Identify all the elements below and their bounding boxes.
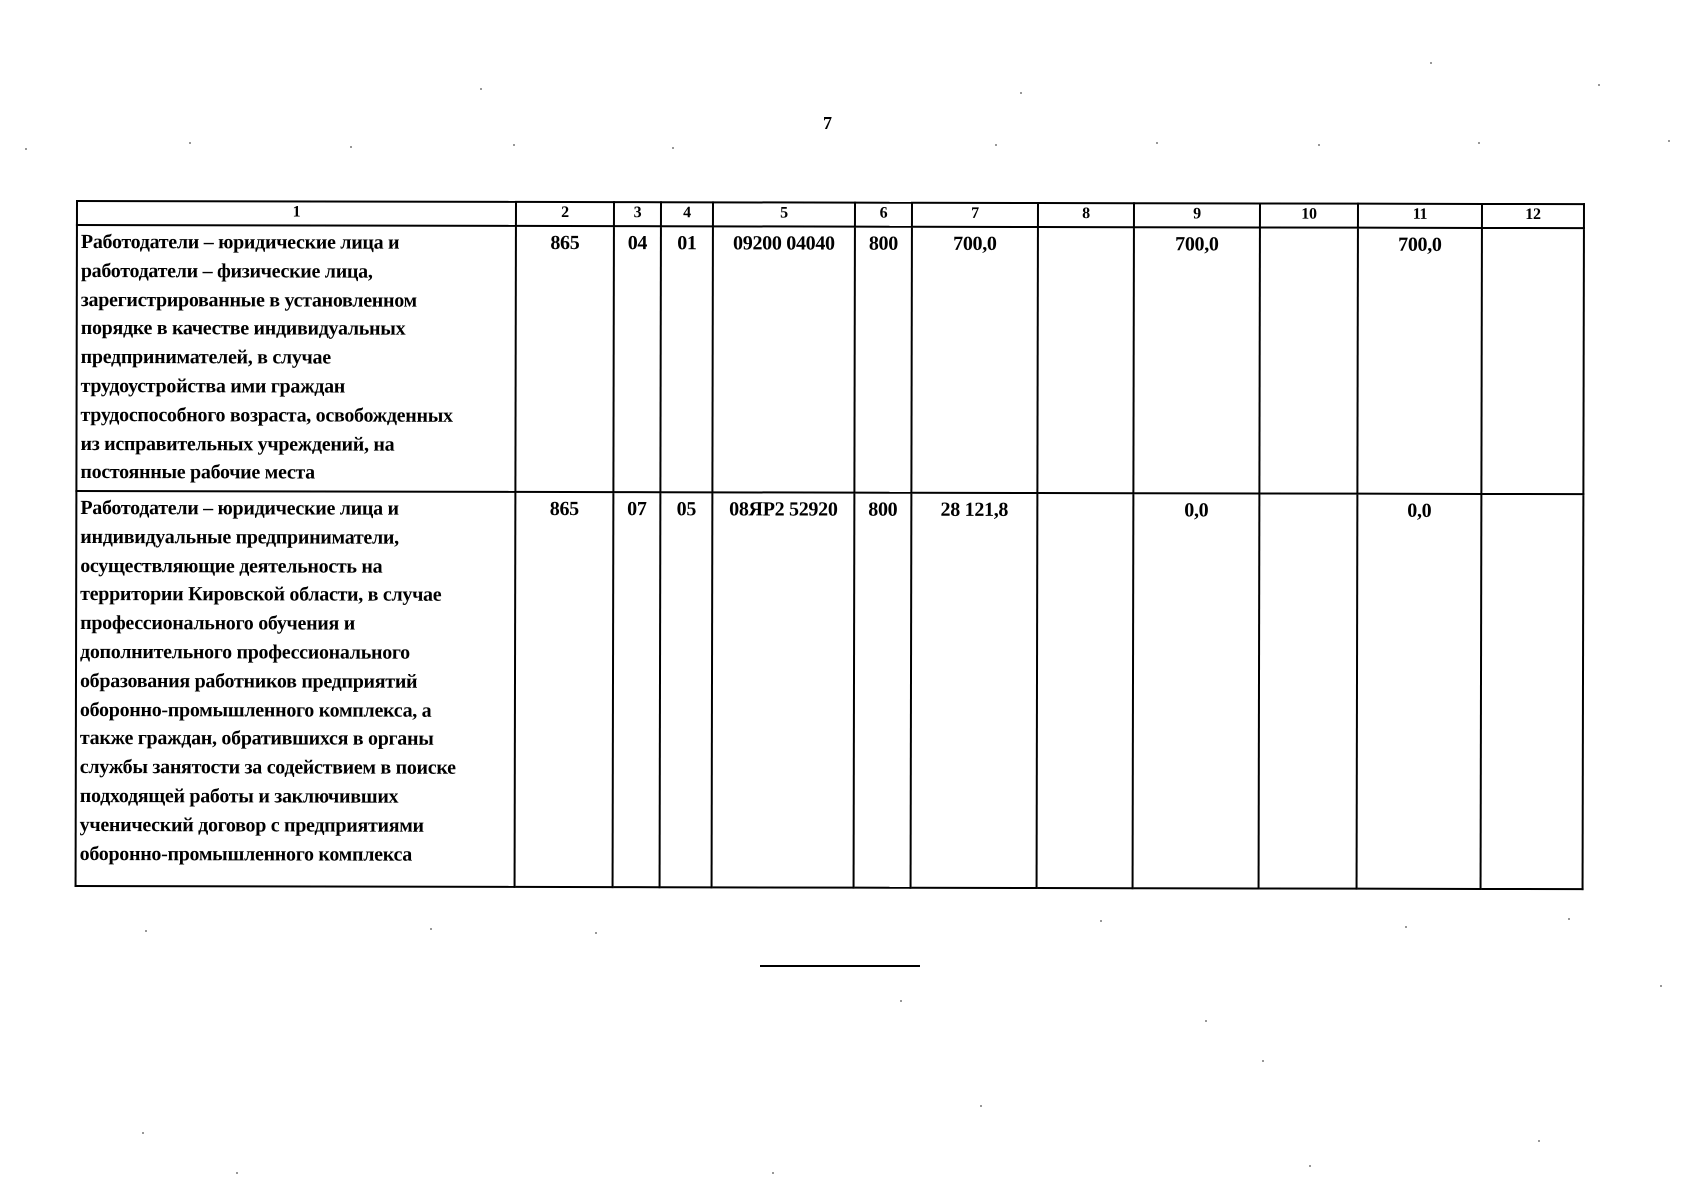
cell-section: 04 — [613, 226, 661, 492]
cell-amount-7: 700,0 — [911, 227, 1038, 493]
cell-amount-11: 0,0 — [1357, 494, 1482, 889]
row-description: Работодатели – юридические лица и работодатели – физические лица, зарегистрированные в установленном порядке в качестве индивидуальных предпринимателей, в случае трудоустройства ими граждан трудоспособного возраста, освобожденных из исправительных учреждений, на постоянные рабочие места — [76, 225, 516, 492]
cell-amount-12 — [1481, 494, 1584, 889]
cell-target-article: 08ЯР2 52920 — [712, 492, 855, 887]
scan-speck — [1538, 1140, 1540, 1142]
scan-speck — [1668, 140, 1670, 142]
row-description: Работодатели – юридические лица и индивидуальные предприниматели, осуществляющие деятельность на территории Кировской области, в случае профессионального обучения и дополнительного профессионального образования работников предприятий оборонно-промышленного комплекса, а также граждан, обратившихся в органы службы занятости за содействием в поиске подходящей работы и заключивших ученический договор с предприятиями оборонно-промышленного комплекса — [76, 491, 516, 887]
column-header-8: 8 — [1038, 203, 1134, 227]
scan-speck — [595, 932, 597, 934]
scan-speck — [513, 144, 515, 146]
cell-amount-11: 700,0 — [1357, 228, 1482, 494]
scan-speck — [189, 142, 191, 144]
scan-speck — [1430, 62, 1432, 64]
scan-speck — [995, 144, 997, 146]
column-header-1: 1 — [77, 201, 516, 226]
scan-speck — [1020, 92, 1022, 94]
scan-speck — [430, 928, 432, 930]
cell-admin-code: 865 — [515, 226, 614, 492]
column-header-6: 6 — [855, 203, 912, 227]
table-header-row — [77, 201, 1584, 228]
scan-speck — [145, 930, 147, 932]
scan-speck — [350, 146, 352, 148]
cell-amount-10 — [1259, 493, 1358, 888]
page-number: 7 — [823, 113, 832, 133]
scan-speck — [1598, 84, 1600, 86]
scan-speck — [1100, 920, 1102, 922]
column-header-3: 3 — [614, 202, 661, 226]
scan-speck — [1205, 1020, 1207, 1022]
cell-amount-12 — [1481, 228, 1584, 494]
column-header-2: 2 — [516, 202, 614, 226]
column-header-5: 5 — [713, 202, 855, 226]
budget-table — [75, 200, 1585, 890]
column-header-4: 4 — [661, 202, 713, 226]
cell-amount-7: 28 121,8 — [911, 493, 1038, 888]
column-header-10: 10 — [1260, 203, 1358, 227]
cell-amount-10 — [1259, 227, 1358, 493]
column-header-11: 11 — [1358, 204, 1482, 228]
column-header-12: 12 — [1482, 204, 1584, 228]
table-row — [76, 491, 1584, 889]
scan-speck — [1660, 985, 1662, 987]
column-header-7: 7 — [912, 203, 1038, 227]
cell-expense-type: 800 — [854, 493, 912, 888]
scan-speck — [25, 148, 27, 150]
cell-subsection: 01 — [660, 226, 713, 492]
cell-amount-8 — [1037, 227, 1134, 493]
scan-speck — [1262, 1060, 1264, 1062]
scan-speck — [900, 1000, 902, 1002]
scan-speck — [772, 1172, 774, 1174]
cell-admin-code: 865 — [515, 492, 614, 887]
scan-speck — [142, 1132, 144, 1134]
scan-speck — [1318, 144, 1320, 146]
cell-target-article: 09200 04040 — [712, 226, 855, 492]
scan-speck — [1478, 142, 1480, 144]
table-row — [76, 225, 1584, 494]
cell-amount-9: 0,0 — [1133, 493, 1260, 888]
cell-section: 07 — [613, 492, 661, 887]
closing-rule — [760, 965, 920, 967]
cell-expense-type: 800 — [854, 227, 912, 493]
scan-speck — [1405, 926, 1407, 928]
scan-speck — [1156, 142, 1158, 144]
cell-amount-9: 700,0 — [1133, 227, 1260, 493]
scan-speck — [672, 147, 674, 149]
scan-speck — [480, 88, 482, 90]
scan-speck — [980, 1105, 982, 1107]
scan-speck — [236, 1172, 238, 1174]
column-header-9: 9 — [1134, 203, 1260, 227]
scan-speck — [1568, 918, 1570, 920]
cell-amount-8 — [1037, 493, 1134, 888]
cell-subsection: 05 — [660, 492, 713, 887]
scan-speck — [1309, 1165, 1311, 1167]
